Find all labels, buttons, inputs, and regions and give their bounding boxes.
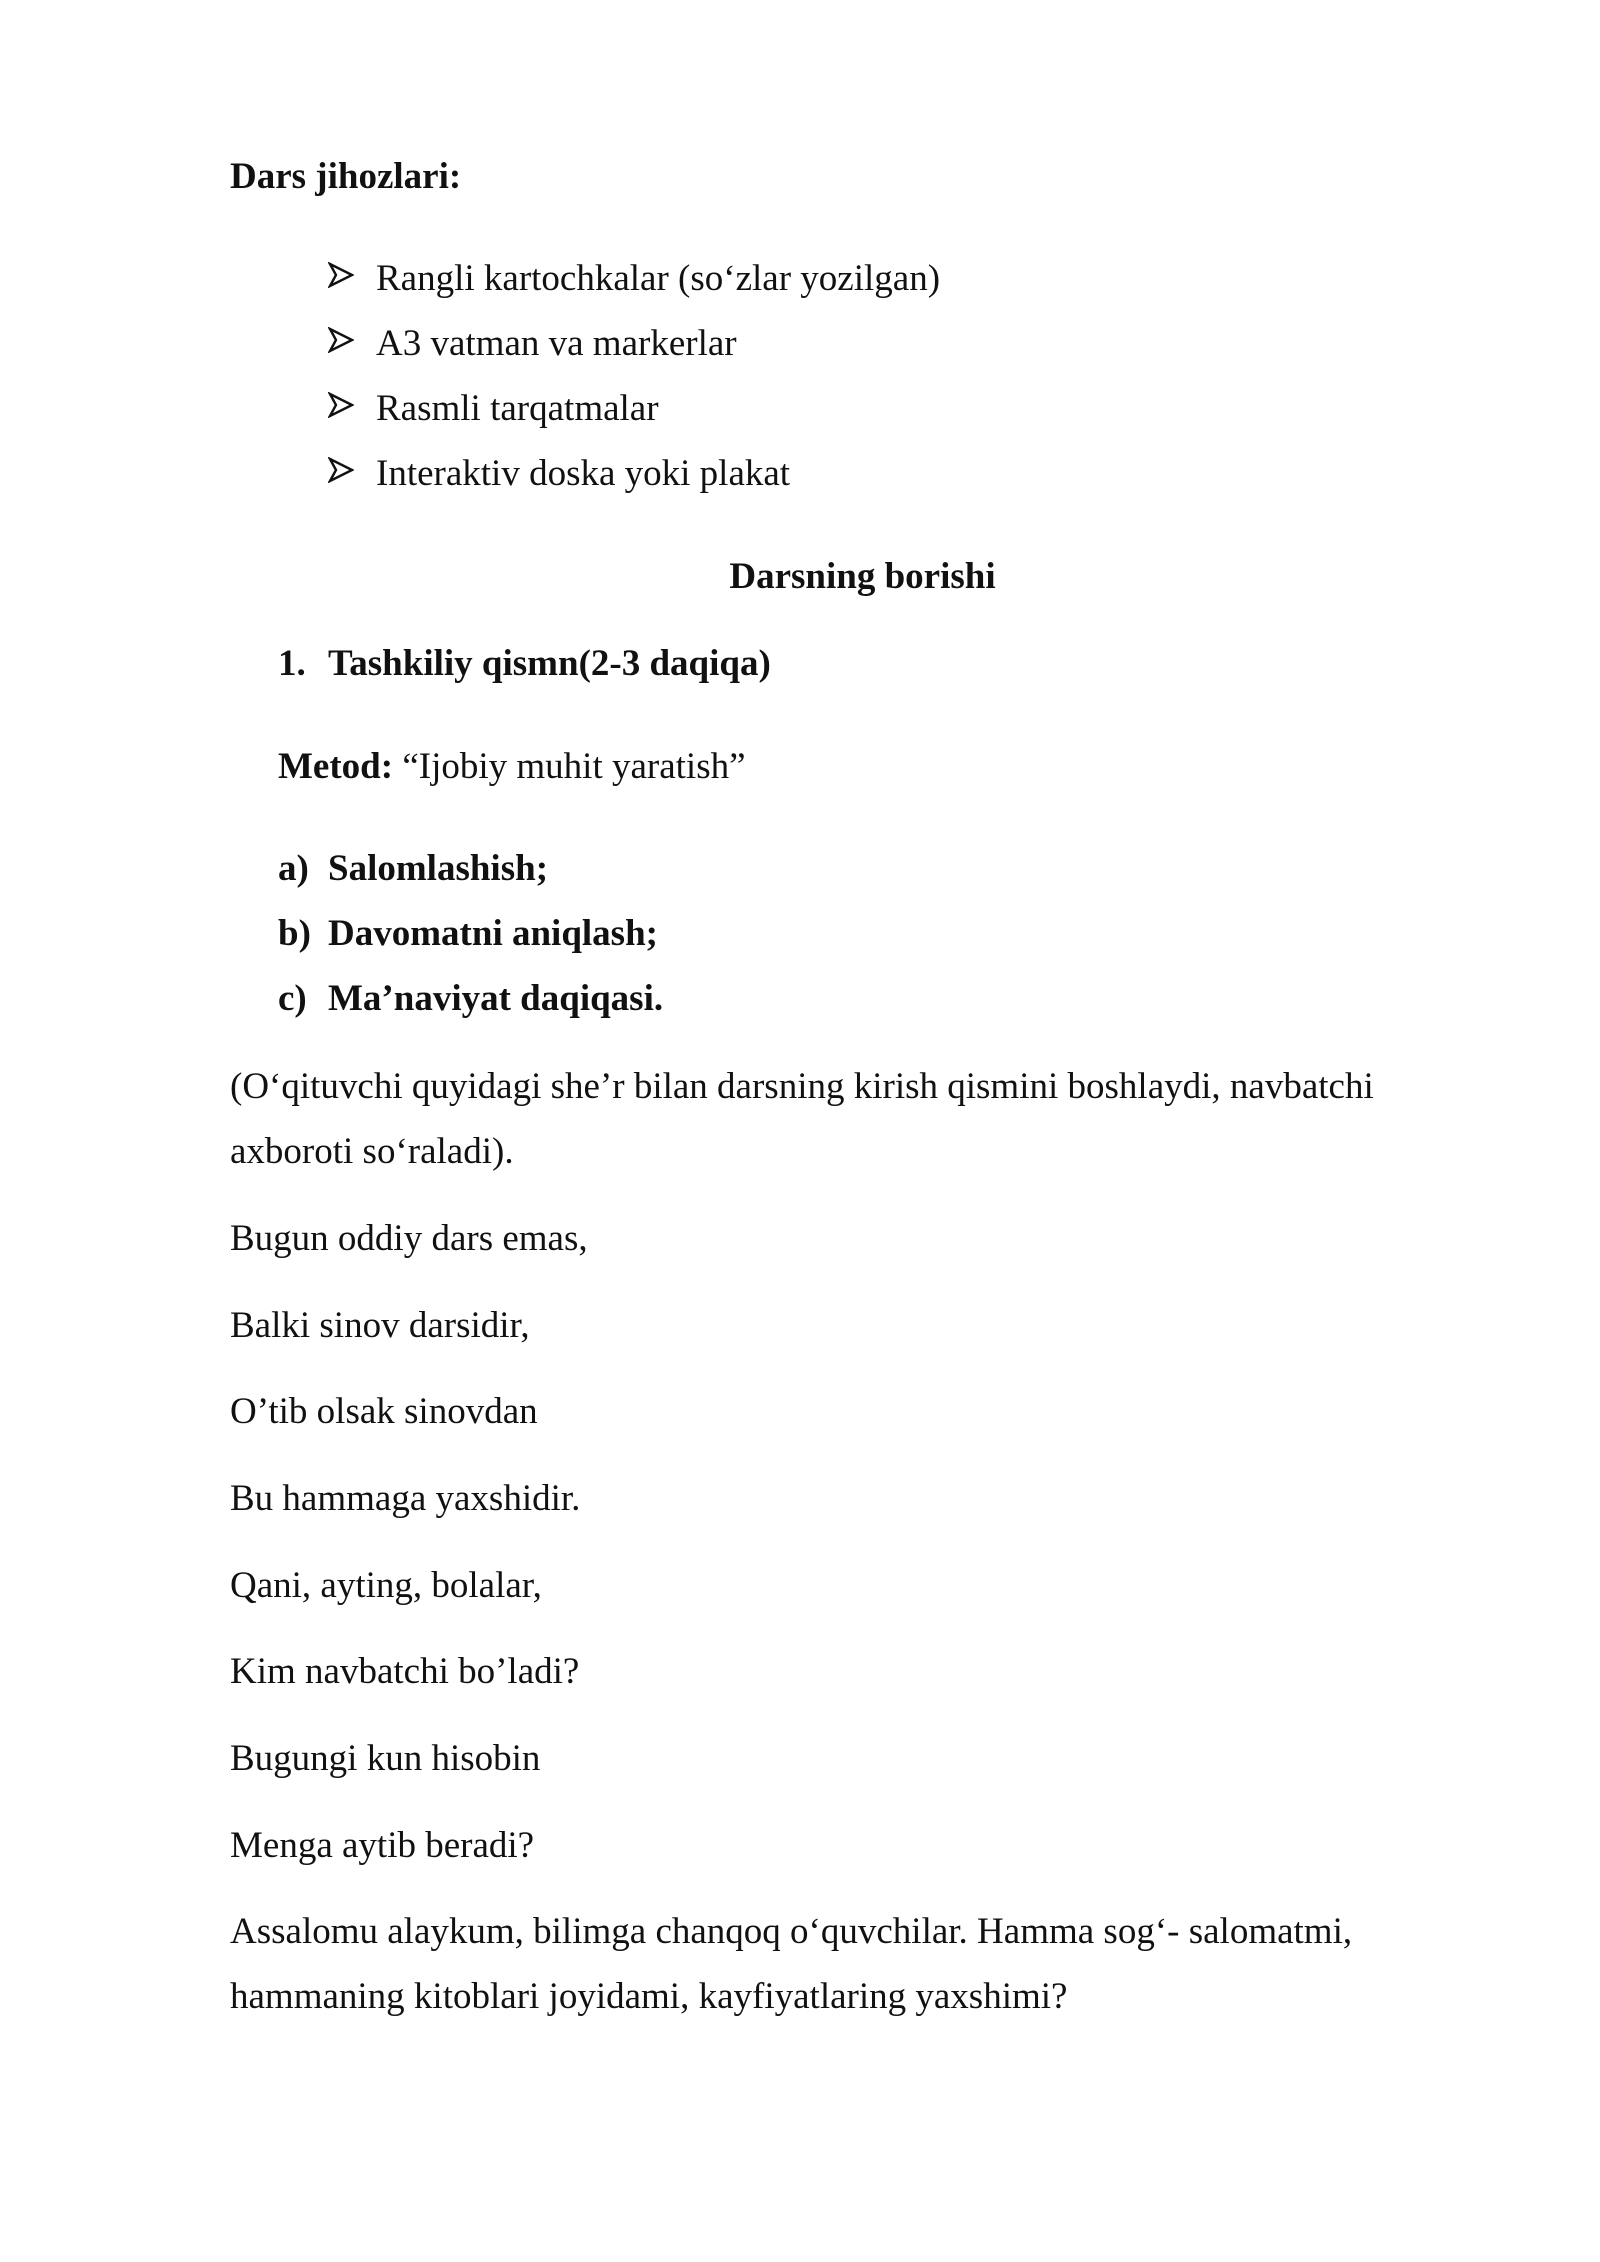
- method-label: Metod:: [278, 746, 394, 787]
- poem-line: Menga aytib beradi?: [230, 1825, 535, 1866]
- arrowhead-bullet-icon: [328, 262, 354, 288]
- poem-line: Bu hammaga yaxshidir.: [230, 1478, 581, 1519]
- poem-line: Bugun oddiy dars emas,: [230, 1218, 588, 1259]
- arrowhead-bullet-icon: [328, 392, 354, 418]
- poem-line: Bugungi kun hisobin: [230, 1738, 541, 1779]
- poem-line: O’tib olsak sinovdan: [230, 1391, 538, 1432]
- poem-line: Kim navbatchi bo’ladi?: [230, 1651, 580, 1692]
- list-item-marker: c): [278, 978, 307, 1019]
- paragraph-line: (O‘qituvchi quyidagi she’r bilan darsning kirish qismini boshlaydi, navbatchi: [230, 1066, 1374, 1107]
- paragraph-line: hammaning kitoblari joyidami, kayfiyatlaring yaxshimi?: [230, 1976, 1068, 2017]
- list-item-label: Davomatni aniqlash;: [328, 913, 658, 954]
- list-item-label: Interaktiv doska yoki plakat: [376, 453, 791, 494]
- list-item-label: Salomlashish;: [328, 848, 549, 889]
- method-line: [278, 748, 746, 785]
- arrowhead-bullet-icon: [328, 457, 354, 483]
- list-item-label: Ma’naviyat daqiqasi.: [328, 978, 664, 1019]
- poem-line: Balki sinov darsidir,: [230, 1305, 530, 1346]
- arrowhead-bullet-icon: [328, 327, 354, 353]
- list-item-label: Rangli kartochkalar (so‘zlar yozilgan): [376, 258, 941, 299]
- list-item-marker: b): [278, 913, 311, 954]
- section-title: Tashkiliy qismn(2-3 daqiqa): [328, 643, 771, 684]
- poem-line: Qani, ayting, bolalar,: [230, 1565, 542, 1606]
- paragraph-line: axboroti so‘raladi).: [230, 1131, 514, 1172]
- paragraph-line: Assalomu alaykum, bilimga chanqoq o‘quvchilar. Hamma sog‘- salomatmi,: [230, 1911, 1353, 1952]
- list-item-marker: a): [278, 848, 309, 889]
- list-item-label: A3 vatman va markerlar: [376, 323, 737, 364]
- lesson-title: Darsning borishi: [729, 556, 996, 597]
- method-value: “Ijobiy muhit yaratish”: [393, 746, 746, 787]
- section-number: 1.: [278, 643, 306, 684]
- list-item-label: Rasmli tarqatmalar: [376, 388, 659, 429]
- equipment-heading: Dars jihozlari:: [230, 156, 462, 197]
